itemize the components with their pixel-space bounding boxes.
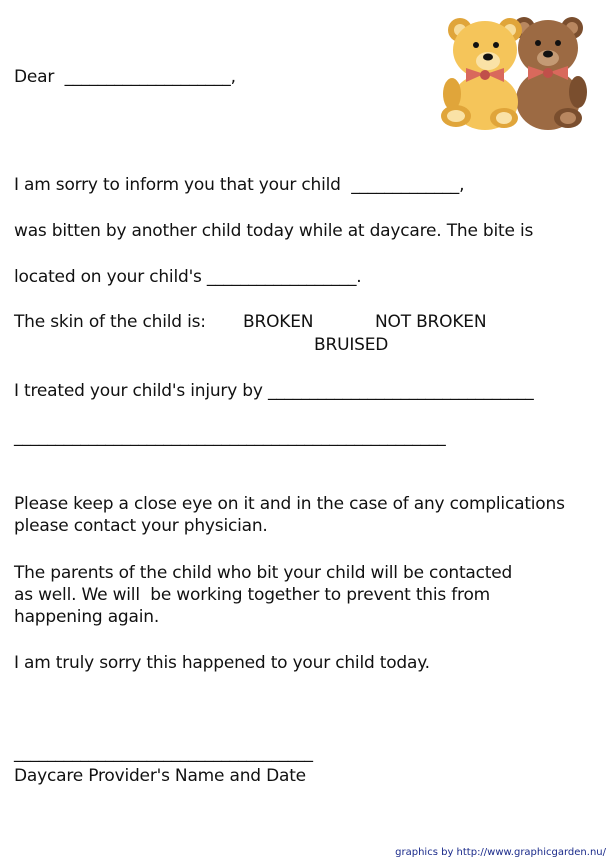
graphics-credit: graphics by http://www.graphicgarden.nu/ <box>395 847 606 858</box>
parents-paragraph-line-2: as well. We will be working together to prevent this from <box>14 585 491 605</box>
option-not-broken: NOT BROKEN <box>375 312 487 332</box>
inform-line <box>14 174 464 196</box>
option-broken: BROKEN <box>243 312 314 332</box>
bitten-line: was bitten by another child today while at daycare. The bite is <box>14 221 534 241</box>
watch-paragraph-line-2: please contact your physician. <box>14 516 268 536</box>
greeting-line <box>14 66 236 88</box>
treated-text: I treated your child's injury by <box>14 381 263 401</box>
parents-paragraph-line-3: happening again. <box>14 607 160 627</box>
inform-text: I am sorry to inform you that your child <box>14 175 341 195</box>
signature-label: Daycare Provider's Name and Date <box>14 766 306 786</box>
treated-line <box>14 380 534 402</box>
parents-paragraph-line-1: The parents of the child who bit your child will be contacted <box>14 563 513 583</box>
recipient-name-blank: ____________________, <box>64 67 236 87</box>
treatment-blank: ________________________________ <box>267 381 534 401</box>
teddy-bears-illustration <box>438 8 588 130</box>
skin-label: The skin of the child is: <box>14 312 206 332</box>
closing-line: I am truly sorry this happened to your child today. <box>14 653 430 673</box>
greeting-label: Dear <box>14 67 55 87</box>
bite-location-line: located on your child's __________________. <box>14 267 362 287</box>
child-name-blank: _____________, <box>351 175 465 195</box>
signature-blank: ____________________________________ <box>14 743 313 763</box>
watch-paragraph-line-1: Please keep a close eye on it and in the case of any complications <box>14 494 565 514</box>
treatment-blank-line-2: ____________________________________________________ <box>14 427 446 447</box>
option-bruised: BRUISED <box>314 335 389 355</box>
